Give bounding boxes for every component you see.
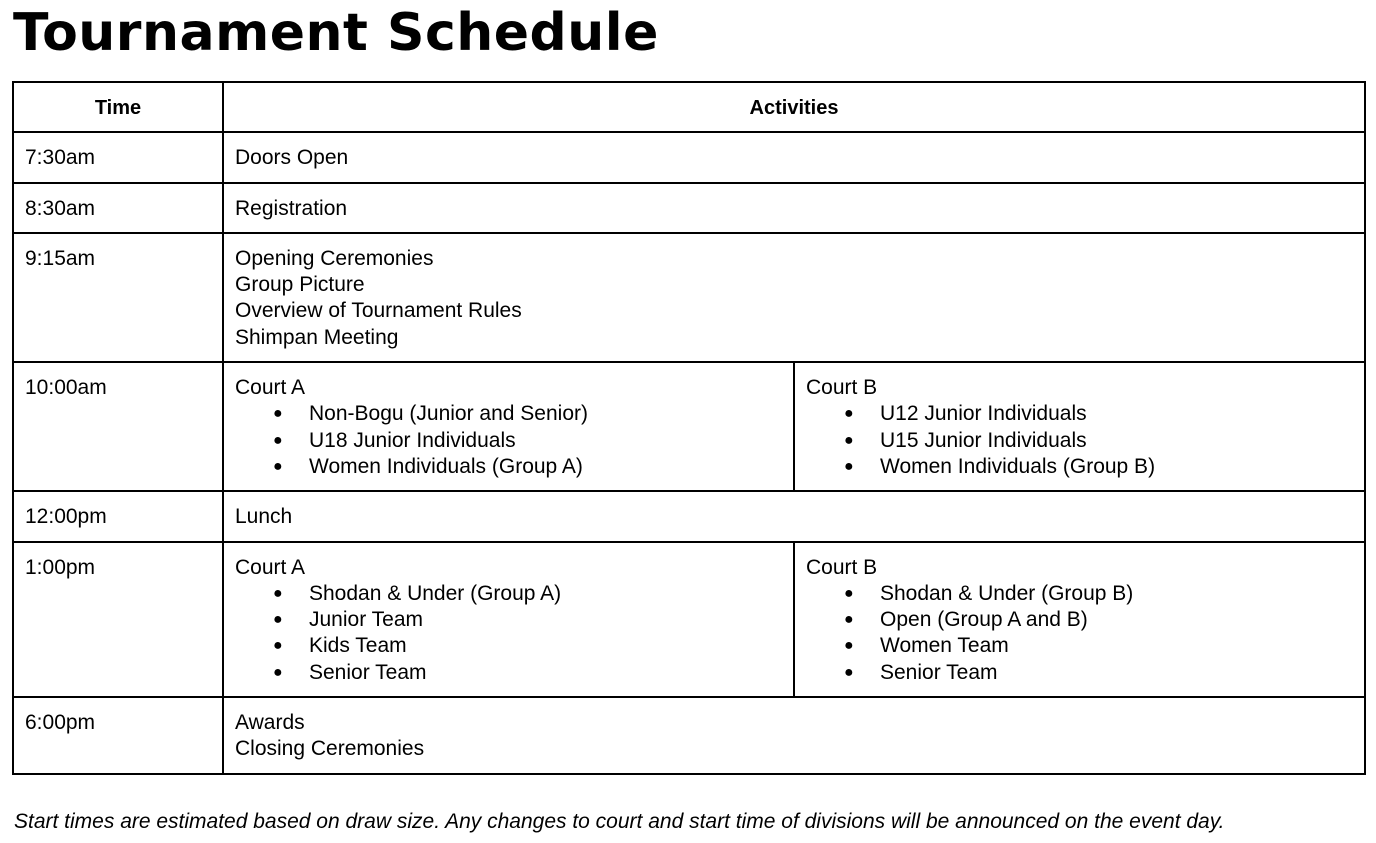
activity-line: Group Picture — [235, 273, 365, 297]
court-a-cell — [223, 542, 794, 697]
activity-cell — [223, 132, 1365, 182]
activity-cell — [223, 491, 1365, 541]
court-label: Court B — [806, 376, 878, 400]
time-cell: 8:30am — [13, 183, 223, 233]
table-row — [13, 233, 1365, 362]
time-cell: 12:00pm — [13, 491, 223, 541]
table-row — [13, 491, 1365, 541]
list-item: ● Open (Group A and B) — [806, 607, 1353, 633]
court-b-cell — [794, 362, 1365, 491]
time-cell: 1:00pm — [13, 542, 223, 697]
list-item: ● Kids Team — [235, 633, 782, 659]
division-list — [806, 401, 1353, 480]
activities-column-header: Activities — [223, 82, 1365, 132]
list-item: ● Non-Bogu (Junior and Senior) — [235, 401, 782, 427]
activity-line: Registration — [235, 196, 348, 220]
activity-line: Opening Ceremonies — [235, 246, 434, 270]
activity-cell — [223, 233, 1365, 362]
table-row — [13, 542, 1365, 697]
court-label: Court B — [806, 555, 878, 579]
list-item: ● Women Team — [806, 633, 1353, 659]
schedule-table — [12, 81, 1366, 775]
activity-line: Lunch — [235, 505, 293, 529]
list-item: ● U12 Junior Individuals — [806, 401, 1353, 427]
table-row — [13, 183, 1365, 233]
court-label: Court A — [235, 555, 306, 579]
activity-cell — [223, 183, 1365, 233]
court-a-cell — [223, 362, 794, 491]
time-cell: 9:15am — [13, 233, 223, 362]
list-item: ● U18 Junior Individuals — [235, 428, 782, 454]
list-item: ● Women Individuals (Group A) — [235, 454, 782, 480]
list-item: ● Senior Team — [806, 660, 1353, 686]
schedule-footnote: Start times are estimated based on draw size. Any changes to court and start time of divisions will be announced on the event day. — [14, 810, 1225, 833]
activity-cell — [223, 697, 1365, 774]
time-cell: 10:00am — [13, 362, 223, 491]
list-item: ● Shodan & Under (Group A) — [235, 581, 782, 607]
division-list — [806, 581, 1353, 686]
table-row — [13, 697, 1365, 774]
page-title: Tournament Schedule — [13, 3, 659, 63]
list-item: ● Junior Team — [235, 607, 782, 633]
activity-line: Shimpan Meeting — [235, 325, 399, 349]
list-item: ● Shodan & Under (Group B) — [806, 581, 1353, 607]
table-row — [13, 132, 1365, 182]
table-row — [13, 362, 1365, 491]
time-cell: 6:00pm — [13, 697, 223, 774]
activity-line: Doors Open — [235, 146, 349, 170]
time-column-header: Time — [13, 82, 223, 132]
time-cell: 7:30am — [13, 132, 223, 182]
list-item: ● Women Individuals (Group B) — [806, 454, 1353, 480]
list-item: ● U15 Junior Individuals — [806, 428, 1353, 454]
activity-line: Awards — [235, 711, 305, 735]
table-header-row — [13, 82, 1365, 132]
division-list — [235, 581, 782, 686]
division-list — [235, 401, 782, 480]
court-label: Court A — [235, 376, 306, 400]
activity-line: Closing Ceremonies — [235, 737, 425, 761]
activity-line: Overview of Tournament Rules — [235, 299, 522, 323]
list-item: ● Senior Team — [235, 660, 782, 686]
court-b-cell — [794, 542, 1365, 697]
